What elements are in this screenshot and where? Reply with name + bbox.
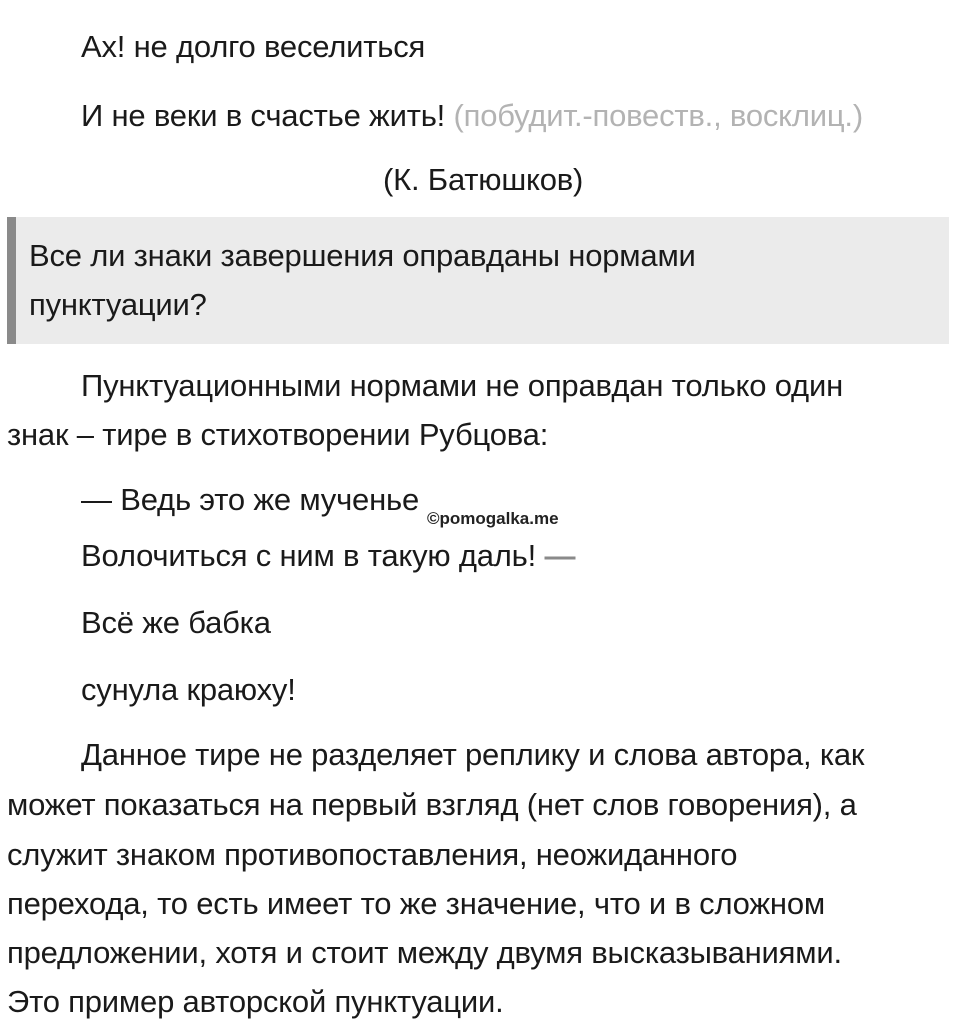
watermark: ©pomogalka.me bbox=[427, 509, 559, 528]
poem-top-line-1: Ах! не долго веселиться bbox=[81, 29, 426, 64]
question-box bbox=[7, 217, 949, 344]
explanation-line-4: перехода, то есть имеет то же значение, что и в сложном bbox=[7, 886, 825, 921]
highlighted-dash: — bbox=[544, 538, 576, 573]
explanation-line-1: Данное тире не разделяет реплику и слова автора, как bbox=[81, 737, 865, 772]
poem-rubtsov-line-4: сунула краюху! bbox=[81, 672, 296, 707]
poem-top-line-2-text: И не веки в счастье жить! bbox=[81, 98, 446, 133]
question-line-1: Все ли знаки завершения оправданы нормами bbox=[29, 238, 696, 273]
poem-rubtsov-line-3: Всё же бабка bbox=[81, 605, 271, 640]
poem-rubtsov-line-1: — Ведь это же мученье bbox=[81, 482, 419, 517]
poem-rubtsov-line-2 bbox=[81, 538, 575, 574]
question-line-2: пунктуации? bbox=[29, 287, 207, 322]
sentence-type-note: (побудит.-повеств., восклиц.) bbox=[453, 98, 863, 133]
explanation-line-3: служит знаком противопоставления, неожиданного bbox=[7, 837, 738, 872]
answer-intro-line-1: Пунктуационными нормами не оправдан только один bbox=[81, 368, 843, 403]
explanation-line-5: предложении, хотя и стоит между двумя высказываниями. bbox=[7, 935, 842, 970]
answer-intro-line-2: знак – тире в стихотворении Рубцова: bbox=[7, 417, 549, 452]
poem-top-line-2 bbox=[81, 98, 863, 134]
explanation-line-2: может показаться на первый взгляд (нет слов говорения), а bbox=[7, 787, 857, 822]
explanation-line-6: Это пример авторской пунктуации. bbox=[7, 984, 504, 1019]
poem-rubtsov-line-2-text: Волочиться с ним в такую даль! bbox=[81, 538, 537, 573]
poem-author: (К. Батюшков) bbox=[383, 162, 584, 197]
